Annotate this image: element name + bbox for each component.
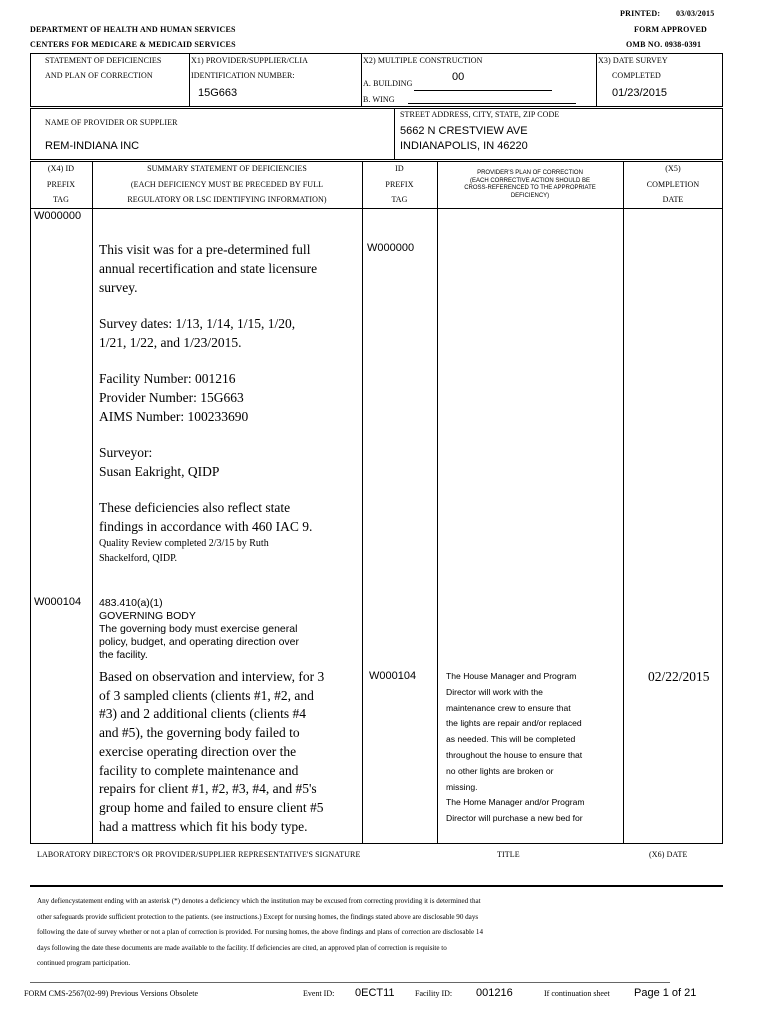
disclaimer-line-1: Any defiencystatement ending with an asterisk (*) denotes a deficiency which the institution may be excused from correcting providing it is determined that [37, 897, 481, 905]
plan-line-3: maintenance crew to ensure that [446, 702, 571, 713]
building-value: 00 [452, 71, 465, 83]
survey-dates-line-2: 1/21, 1/22, and 1/23/2015. [99, 335, 242, 350]
summary-header-2: (EACH DEFICIENCY MUST BE PRECEDED BY FULL [130, 180, 324, 189]
regulation-text-3: the facility. [99, 649, 148, 661]
centers-title: CENTERS FOR MEDICARE & MEDICAID SERVICES [30, 40, 236, 49]
completed-label: COMPLETED [612, 71, 661, 80]
findings-line-9: had a mattress which fit his body type. [99, 818, 308, 834]
regulation-block [99, 597, 299, 662]
tag-w000000-right: W000000 [367, 242, 415, 254]
date-survey-label: X3) DATE SURVEY [598, 56, 668, 65]
plan-header-1: PROVIDER'S PLAN OF CORRECTION [477, 170, 583, 176]
findings-line-4: and #5), the governing body failed to [99, 725, 300, 741]
x5-completion-label: COMPLETION [646, 180, 700, 189]
facility-id-value: 001216 [476, 987, 513, 999]
provider-id-label-1: X1) PROVIDER/SUPPLIER/CLIA [191, 56, 309, 65]
plan-header [437, 170, 623, 200]
facility-id-label: Facility ID: [415, 989, 453, 998]
street-address-line-2: INDIANAPOLIS, IN 46220 [400, 140, 528, 152]
printed-label: PRINTED: [620, 9, 661, 18]
plan-header-4: DEFICIENCY) [510, 192, 550, 199]
findings-line-8: group home and failed to ensure client #5 [99, 799, 324, 815]
summary-header-1: SUMMARY STATEMENT OF DEFICIENCIES [147, 164, 307, 173]
tag-w000104-right: W000104 [369, 670, 417, 682]
quality-review-note [99, 536, 269, 566]
plan-line-4: the lights are repair and/or replaced [446, 718, 582, 729]
survey-completed-date: 01/23/2015 [612, 87, 668, 99]
disclaimer-line-2: other safeguards provide sufficient protection to the patients. (see instructions.) Except for nursing homes, the findings stated above are disclosable 90 days [37, 912, 479, 921]
page-number: Page 1 of 21 [634, 987, 697, 999]
findings-line-1: Based on observation and interview, for 3 [99, 669, 325, 684]
printed-date: 03/03/2015 [676, 9, 715, 18]
survey-dates-line-1: Survey dates: 1/13, 1/14, 1/15, 1/20, [99, 316, 296, 331]
findings-paragraph [99, 668, 324, 836]
statement-label-1: STATEMENT OF DEFICIENCIES [45, 56, 162, 65]
id-prefix-label: PREFIX [385, 180, 414, 189]
x4-tag-label: TAG [52, 195, 70, 204]
regulation-title: GOVERNING BODY [99, 610, 196, 622]
id-tag-label: TAG [391, 195, 408, 204]
form-approved: FORM APPROVED [634, 25, 708, 34]
aims-number-line: AIMS Number: 100233690 [99, 409, 249, 424]
plan-line-10: Director will purchase a new bed for [446, 813, 583, 824]
street-address-line-1: 5662 N CRESTVIEW AVE [400, 125, 528, 137]
event-id-label: Event ID: [303, 989, 335, 998]
findings-line-3: #3) and 2 additional clients (clients #4 [99, 706, 306, 722]
quality-review-line-2: Shackelford, QIDP. [99, 553, 178, 564]
form-number: FORM CMS-2567(02-99) Previous Versions Obsolete [24, 989, 199, 998]
multiple-construction-label: X2) MULTIPLE CONSTRUCTION [363, 56, 483, 65]
surveyor-paragraph [99, 443, 219, 481]
state-findings-line-1: These deficiencies also reflect state [99, 500, 291, 515]
plan-line-5: as needed. This will be completed [446, 734, 576, 745]
quality-review-line-1: Quality Review completed 2/3/15 by Ruth [99, 538, 269, 549]
plan-line-1: The House Manager and Program [446, 671, 577, 681]
findings-line-2: of 3 sampled clients (clients #1, #2, and [99, 687, 314, 703]
regulation-text-2: policy, budget, and operating direction over [99, 636, 300, 648]
intro-line-1: This visit was for a pre-determined full [99, 242, 311, 257]
disclaimer-line-5: continued program participation. [37, 959, 131, 967]
findings-line-5: exercise operating direction over the [99, 743, 297, 759]
title-label: TITLE [497, 850, 520, 859]
facility-info-paragraph [99, 369, 248, 426]
disclaimer-line-4: days following the date these documents are made available to the facility. If deficiencies are cited, an approved plan of correction is requisite to [37, 943, 447, 952]
provider-name-value: REM-INDIANA INC [45, 140, 140, 152]
department-title: DEPARTMENT OF HEALTH AND HUMAN SERVICES [30, 25, 236, 34]
plan-line-7: no other lights are broken or [446, 765, 554, 776]
plan-line-9: The Home Manager and/or Program [446, 797, 585, 808]
statement-label-2: AND PLAN OF CORRECTION [45, 71, 153, 80]
state-findings-line-2: findings in accordance with 460 IAC 9. [99, 519, 313, 534]
facility-number-line: Facility Number: 001216 [99, 371, 236, 386]
intro-line-3: survey. [99, 280, 138, 295]
state-findings-paragraph [99, 498, 312, 536]
intro-line-2: annual recertification and state licensure [99, 261, 318, 276]
provider-id-label-2: IDENTIFICATION NUMBER: [191, 71, 295, 80]
continuation-label: If continuation sheet [544, 989, 610, 998]
x4-id-label: (X4) ID [47, 164, 75, 173]
disclaimer [37, 894, 717, 972]
street-address-label: STREET ADDRESS, CITY, STATE, ZIP CODE [400, 110, 560, 119]
provider-name-label: NAME OF PROVIDER OR SUPPLIER [45, 118, 178, 127]
tag-w000104-left: W000104 [34, 596, 82, 608]
plan-line-8: missing. [446, 781, 478, 792]
x5-date-label: DATE [662, 195, 684, 204]
tag-w000000-left: W000000 [34, 210, 82, 222]
event-id-value: 0ECT11 [355, 987, 395, 999]
x4-prefix-label: PREFIX [46, 180, 76, 189]
surveyor-label: Surveyor: [99, 445, 153, 460]
survey-dates-paragraph [99, 314, 295, 352]
signature-label: LABORATORY DIRECTOR'S OR PROVIDER/SUPPLIER REPRESENTATIVE'S SIGNATURE [37, 850, 361, 859]
provider-box [30, 108, 723, 160]
summary-header-3: REGULATORY OR LSC IDENTIFYING INFORMATION) [127, 195, 327, 204]
id-label: ID [395, 164, 404, 173]
plan-line-2: Director will work with the [446, 686, 543, 697]
provider-number-line: Provider Number: 15G663 [99, 390, 244, 405]
plan-of-correction-text [446, 669, 585, 827]
provider-id-value: 15G663 [198, 87, 238, 99]
plan-header-2: (EACH CORRECTIVE ACTION SHOULD BE [469, 177, 591, 184]
intro-paragraph [99, 240, 317, 297]
regulation-citation: 483.410(a)(1) [99, 597, 163, 609]
plan-line-6: throughout the house to ensure that [446, 749, 583, 760]
plan-header-3: CROSS-REFERENCED TO THE APPROPRIATE [464, 185, 596, 191]
omb-number: OMB NO. 0938-0391 [626, 40, 702, 49]
x5-label: (X5) [665, 164, 681, 173]
surveyor-name: Susan Eakright, QIDP [99, 464, 220, 479]
completion-date: 02/22/2015 [648, 669, 710, 684]
disclaimer-line-3: following the date of survey whether or not a plan of correction is provided. For nursing homes, the above findings and plans of correction are disclosable 14 [37, 928, 483, 936]
building-label: A. BUILDING [363, 79, 413, 88]
regulation-text-1: The governing body must exercise general [99, 623, 298, 635]
findings-line-7: repairs for client #1, #2, #3, #4, and #5's [99, 781, 317, 797]
findings-line-6: facility to complete maintenance and [99, 762, 299, 778]
x6-date-label: (X6) DATE [649, 850, 688, 859]
wing-label: B. WING [363, 95, 395, 104]
